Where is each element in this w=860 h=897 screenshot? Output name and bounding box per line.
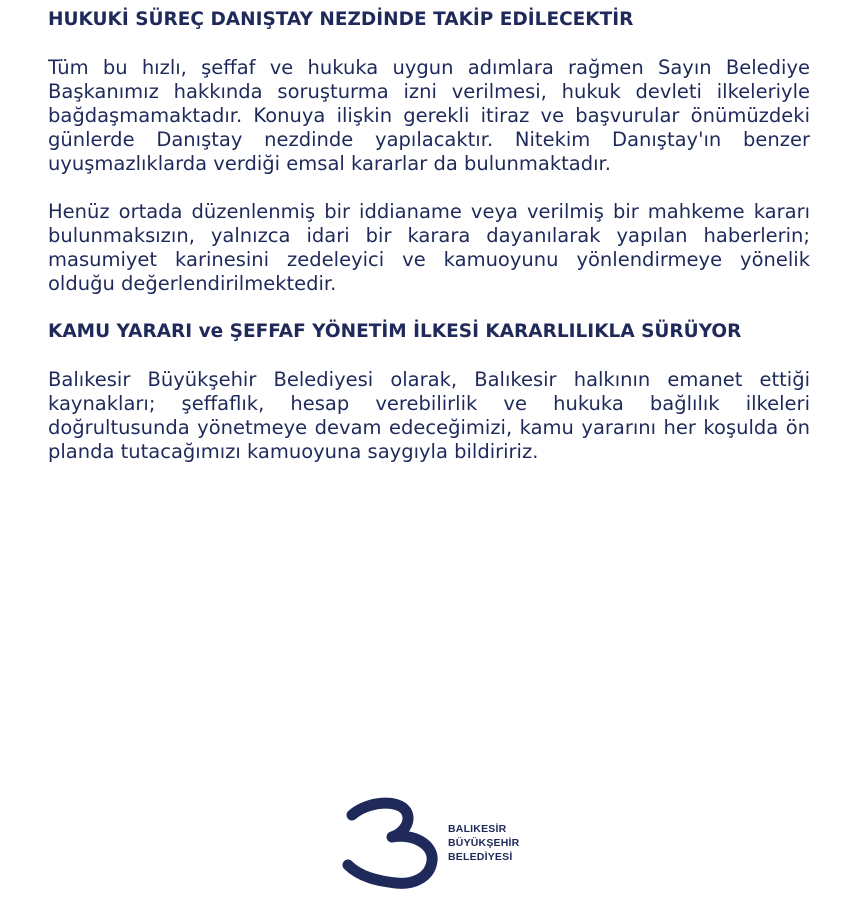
logo-line-3: BELEDİYESİ — [448, 851, 513, 863]
paragraph-closing-statement: Balıkesir Büyükşehir Belediyesi olarak, Balıkesir halkının emanet ettiği kaynakları; şeffaflık, hesap verebilirlik ve hukuka bağlılık ilkeleri doğrultusunda yönetmeye devam edeceğimizi, kamu yararını her koşulda ön planda tutacağımızı kamuoyuna saygıyla bildiririz. — [48, 368, 810, 463]
paragraph-presumption-of-innocence: Henüz ortada düzenlenmiş bir iddianame veya verilmiş bir mahkeme kararı bulunmaksızın, yalnızca idari bir karara dayanılarak yapılan haberlerin; masumiyet karinesini zedeleyici ve kamuoyunu yönlendirmeye yönelik olduğu değerlendirilmektedir. — [48, 200, 810, 295]
press-release-body — [48, 8, 810, 464]
logo-line-1: BALIKESİR — [448, 823, 507, 835]
section-heading-legal-process: HUKUKİ SÜREÇ DANIŞTAY NEZDİNDE TAKİP EDİLECEKTİR — [48, 9, 634, 30]
paragraph-investigation-permit: Tüm bu hızlı, şeffaf ve hukuka uygun adımlara rağmen Sayın Belediye Başkanımız hakkında soruşturma izni verilmesi, hukuk devleti ilkeleriyle bağdaşmamaktadır. Konuya ilişkin gerekli itiraz ve başvurular önümüzdeki günlerde Danıştay nezdinde yapılacaktır. Nitekim Danıştay'ın benzer uyuşmazlıklarda verdiği emsal kararlar da bulunmaktadır. — [48, 56, 810, 175]
logo-line-2: BÜYÜKŞEHİR — [448, 837, 520, 849]
logo-wordmark — [448, 822, 519, 864]
section-heading-public-interest: KAMU YARARI ve ŞEFFAF YÖNETİM İLKESİ KARARLILIKLA SÜRÜYOR — [48, 321, 742, 342]
heart-b-logo-icon — [342, 797, 442, 889]
municipality-logo — [342, 797, 522, 889]
